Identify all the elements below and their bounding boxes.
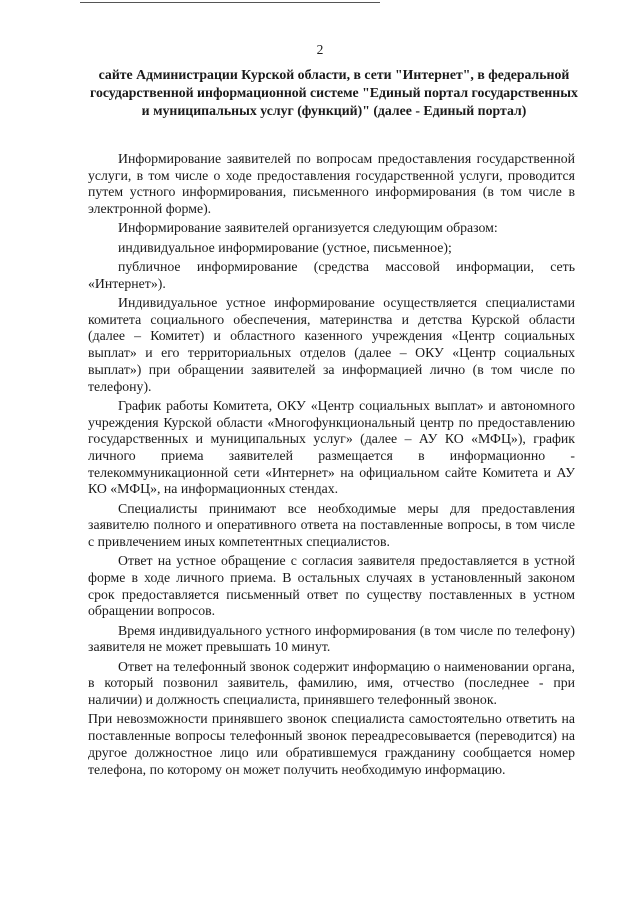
paragraph: Индивидуальное устное информирование осуществляется специалистами комитета социального обеспечения, материнства и детства Курской области (далее – Комитет) и областного казенного учреждения «Центр социальных выплат» и его территориальных отделов (далее – ОКУ «Центр социальных выплат») при обращении заявителей за информацией лично (в том числе по телефону). (88, 295, 575, 394)
section-heading: сайте Администрации Курской области, в сети "Интернет", в федеральной государственной информационной системе "Единый портал государственных и муниципальных услуг (функций)" (далее - Единый портал) (90, 67, 578, 118)
document-body (88, 151, 575, 781)
paragraph: Информирование заявителей по вопросам предоставления государственной услуги, в том числе о ходе предоставления государственной услуги, проводится путем устного информирования, письменного информирования (в том числе в электронной форме). (88, 151, 575, 217)
paragraph: публичное информирование (средства массовой информации, сеть «Интернет»). (88, 259, 575, 291)
paragraph: Время индивидуального устного информирования (в том числе по телефону) заявителя не может превышать 10 минут. (88, 622, 575, 655)
paragraph: Ответ на телефонный звонок содержит информацию о наименовании органа, в который позвонил заявитель, фамилию, имя, отчество (последнее - при наличии) и должность специалиста, принявшего телефонный звонок. (88, 658, 575, 708)
paragraph: Специалисты принимают все необходимые меры для предоставления заявителю полного и оперативного ответа на поставленные вопросы, в том числе с привлечением иных компетентных специалистов. (88, 500, 575, 550)
paragraph: индивидуальное информирование (устное, письменное); (118, 239, 452, 255)
paragraph: График работы Комитета, ОКУ «Центр социальных выплат» и автономного учреждения Курской области «Многофункциональный центр по предоставлению государственных и муниципальных услуг» (далее – АУ КО «МФЦ»), график личного приема заявителей размещается в информационно - телекоммуникационной сети «Интернет» на официальном сайте Комитета и АУ КО «МФЦ», на информационных стендах. (88, 397, 575, 497)
paragraph: Информирование заявителей организуется следующим образом: (118, 220, 498, 236)
top-rule (80, 2, 380, 3)
paragraph: При невозможности принявшего звонок специалиста самостоятельно ответить на поставленные вопросы телефонный звонок переадресовывается (переводится) на другое должностное лицо или обратившемуся гражданину сообщается номер телефона, по которому он может получить необходимую информацию. (88, 711, 575, 777)
paragraph: Ответ на устное обращение с согласия заявителя предоставляется в устной форме в ходе личного приема. В остальных случаях в установленный законом срок предоставляется письменный ответ по существу поставленных в устном обращении вопросов. (88, 553, 575, 619)
page-number: 2 (316, 42, 324, 57)
